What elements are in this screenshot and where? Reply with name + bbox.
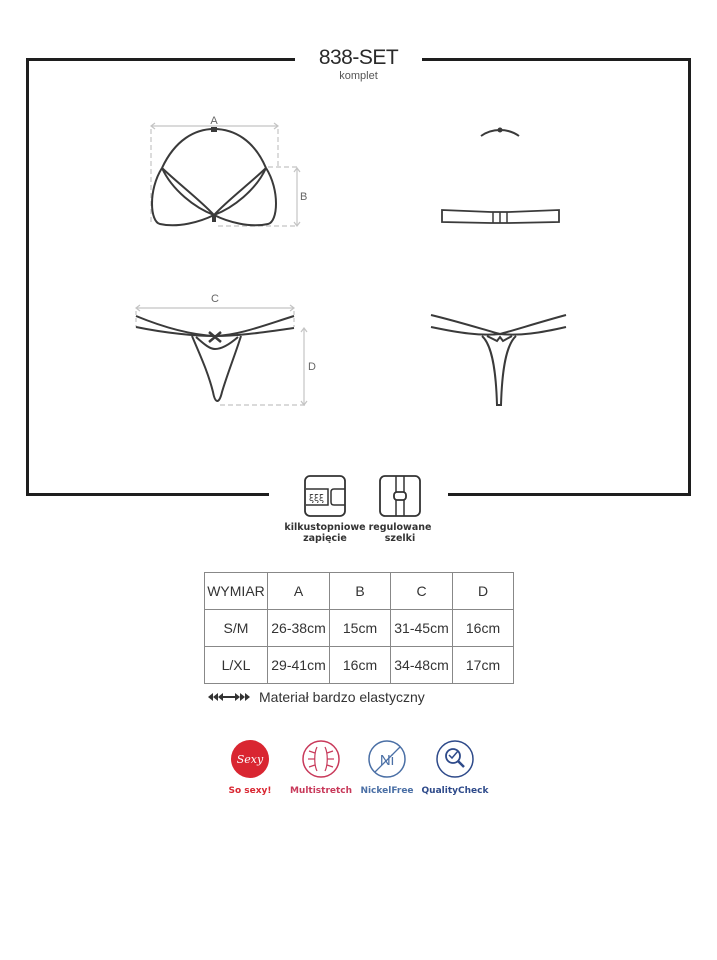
table-cell: 17cm bbox=[453, 647, 514, 684]
header-cell: D bbox=[453, 573, 514, 610]
table-row bbox=[205, 647, 514, 684]
header-cell: C bbox=[391, 573, 453, 610]
multistretch-icon bbox=[302, 740, 340, 778]
table-cell: L/XL bbox=[205, 647, 268, 684]
feature-label-straps: regulowane szelki bbox=[368, 522, 432, 544]
nickel-free-icon bbox=[368, 740, 406, 778]
badge-label-multistretch: Multistretch bbox=[289, 786, 353, 796]
table-header-row bbox=[205, 573, 514, 610]
product-subtitle: komplet bbox=[339, 70, 378, 82]
header-cell: B bbox=[330, 573, 391, 610]
svg-text:ξξξ: ξξξ bbox=[309, 494, 325, 504]
badge-label-sexy: So sexy! bbox=[228, 786, 272, 796]
table-cell: 16cm bbox=[330, 647, 391, 684]
label-b: B bbox=[300, 191, 308, 203]
header-cell: WYMIAR bbox=[205, 573, 268, 610]
table-cell: 34-48cm bbox=[391, 647, 453, 684]
table-cell: 15cm bbox=[330, 610, 391, 647]
table-row bbox=[205, 610, 514, 647]
svg-text:Sexy: Sexy bbox=[236, 753, 264, 766]
table-cell: 31-45cm bbox=[391, 610, 453, 647]
feature-label-closure: kilkustopniowe zapięcie bbox=[284, 522, 366, 544]
label-d: D bbox=[308, 361, 316, 373]
elastic-note bbox=[206, 689, 425, 705]
table-cell: 29-41cm bbox=[268, 647, 330, 684]
label-c: C bbox=[211, 293, 219, 305]
adjustable-straps-icon bbox=[379, 475, 421, 517]
table-cell: 26-38cm bbox=[268, 610, 330, 647]
product-title: 838-SET bbox=[318, 46, 399, 69]
elastic-note-text: Materiał bardzo elastyczny bbox=[259, 689, 425, 705]
badge-label-nickelfree: NickelFree bbox=[360, 786, 414, 796]
quality-check-icon bbox=[436, 740, 474, 778]
double-arrow-stretch-icon bbox=[206, 691, 252, 703]
table-cell: S/M bbox=[205, 610, 268, 647]
label-a: A bbox=[210, 115, 218, 127]
header-cell: A bbox=[268, 573, 330, 610]
multi-hook-closure-icon bbox=[304, 475, 346, 517]
badge-label-qualitycheck: QualityCheck bbox=[421, 786, 489, 796]
size-table bbox=[204, 572, 514, 684]
table-cell: 16cm bbox=[453, 610, 514, 647]
sexy-icon bbox=[231, 740, 269, 778]
svg-text:Ni: Ni bbox=[379, 752, 395, 769]
